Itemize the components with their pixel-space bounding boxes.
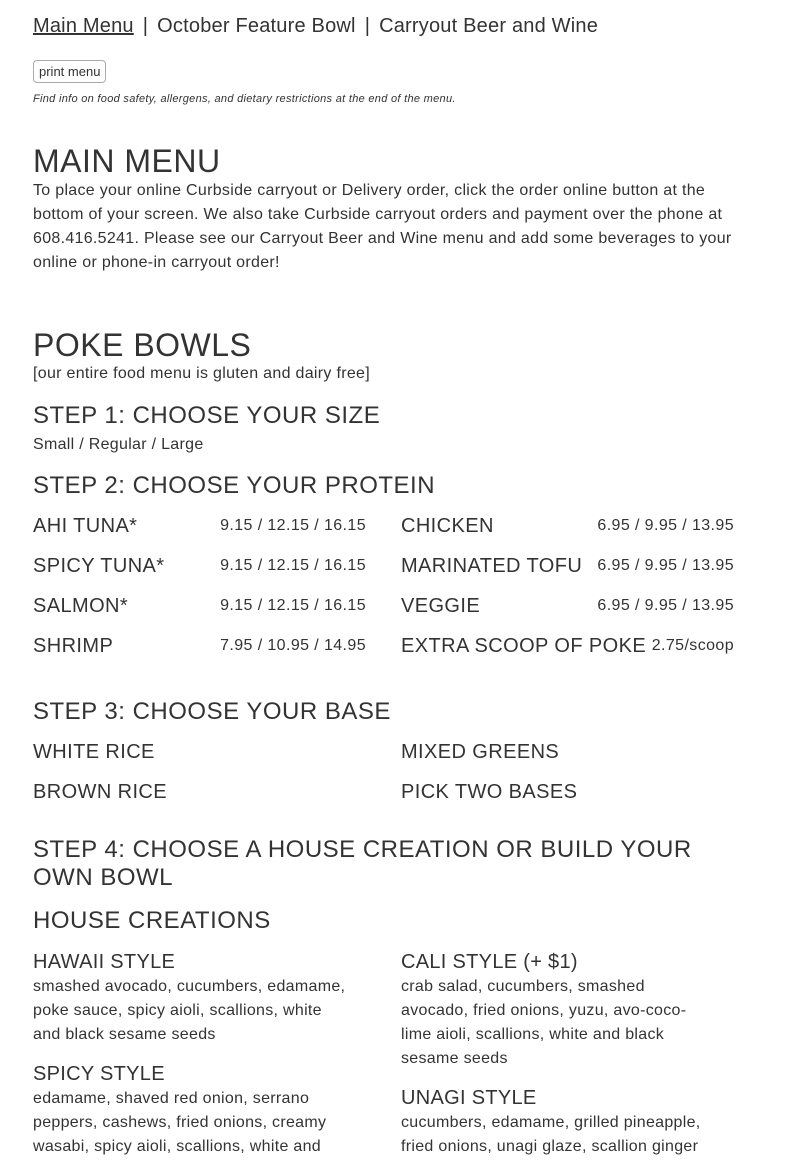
protein-item: EXTRA SCOOP OF POKE 2.75/scoop bbox=[401, 634, 734, 657]
creation-name: HAWAII STYLE bbox=[33, 951, 176, 973]
main-menu-section bbox=[33, 143, 738, 275]
base-item: MIXED GREENS bbox=[401, 740, 560, 763]
protein-item: MARINATED TOFU 6.95 / 9.95 / 13.95 bbox=[401, 554, 734, 577]
base-row bbox=[33, 732, 735, 772]
protein-item: CHICKEN 6.95 / 9.95 / 13.95 bbox=[401, 514, 734, 537]
base-item: PICK TWO BASES bbox=[401, 780, 578, 803]
size-options: Small / Regular / Large bbox=[33, 436, 204, 453]
protein-item: SPICY TUNA* 9.15 / 12.15 / 16.15 bbox=[33, 554, 366, 577]
main-menu-title: MAIN MENU bbox=[33, 143, 221, 179]
poke-subtitle: [our entire food menu is gluten and dairy free] bbox=[33, 365, 370, 382]
protein-row bbox=[33, 506, 735, 546]
protein-row bbox=[33, 586, 735, 626]
protein-item: SALMON* 9.15 / 12.15 / 16.15 bbox=[33, 594, 366, 617]
print-menu-button[interactable]: print menu bbox=[33, 60, 106, 83]
breadcrumb-nav bbox=[33, 12, 598, 40]
creation-name: SPICY STYLE bbox=[33, 1063, 165, 1085]
creations-left bbox=[33, 949, 353, 1173]
allergen-note: Find info on food safety, allergens, and dietary restrictions at the end of the menu. bbox=[33, 93, 456, 105]
poke-bowls-section bbox=[33, 327, 738, 666]
main-menu-intro: To place your online Curbside carryout or Delivery order, click the order online button at the bottom of your screen. We also take Curbside carryout orders and payment over the phone at 608.416.5241. Please see our Carryout Beer and Wine menu and add some beverages to your online or phone-in carryout order! bbox=[33, 182, 732, 271]
creations-right bbox=[401, 949, 721, 1173]
creation-desc: crab salad, cucumbers, smashed avocado, fried onions, yuzu, avo-coco-lime aioli, scallions, white and black sesame seeds bbox=[401, 978, 687, 1067]
base-item: BROWN RICE bbox=[33, 780, 167, 803]
protein-row bbox=[33, 626, 735, 666]
step3-title: STEP 3: CHOOSE YOUR BASE bbox=[33, 698, 391, 725]
nav-october-feature-bowl[interactable]: October Feature Bowl bbox=[157, 15, 356, 37]
step4-title: STEP 4: CHOOSE A HOUSE CREATION OR BUILD YOUR OWN BOWL bbox=[33, 836, 692, 891]
base-row bbox=[33, 772, 735, 812]
nav-separator: | bbox=[142, 15, 149, 37]
step2-title: STEP 2: CHOOSE YOUR PROTEIN bbox=[33, 472, 436, 499]
nav-separator: | bbox=[364, 15, 371, 37]
creation-desc: cucumbers, edamame, grilled pineapple, fried onions, unagi glaze, scallion ginger bbox=[401, 1114, 701, 1155]
creation-name: UNAGI STYLE bbox=[401, 1087, 537, 1109]
house-creations-title: HOUSE CREATIONS bbox=[33, 907, 271, 934]
creation-desc: smashed avocado, cucumbers, edamame, poke sauce, spicy aioli, scallions, white and black sesame seeds bbox=[33, 978, 346, 1043]
protein-row bbox=[33, 546, 735, 586]
step1-title: STEP 1: CHOOSE YOUR SIZE bbox=[33, 402, 381, 429]
nav-main-menu[interactable]: Main Menu bbox=[33, 15, 134, 37]
protein-item: VEGGIE 6.95 / 9.95 / 13.95 bbox=[401, 594, 734, 617]
step3-section bbox=[33, 698, 735, 812]
nav-carryout-beer-wine[interactable]: Carryout Beer and Wine bbox=[379, 15, 599, 37]
creation-desc: edamame, shaved red onion, serrano peppers, cashews, fried onions, creamy wasabi, spicy aioli, scallions, white and bbox=[33, 1090, 327, 1155]
creation-name: CALI STYLE (+ $1) bbox=[401, 951, 578, 973]
step4-section bbox=[33, 836, 738, 935]
protein-item: SHRIMP 7.95 / 10.95 / 14.95 bbox=[33, 634, 366, 657]
poke-bowls-title: POKE BOWLS bbox=[33, 327, 252, 363]
base-item: WHITE RICE bbox=[33, 740, 155, 763]
protein-item: AHI TUNA* 9.15 / 12.15 / 16.15 bbox=[33, 514, 366, 537]
